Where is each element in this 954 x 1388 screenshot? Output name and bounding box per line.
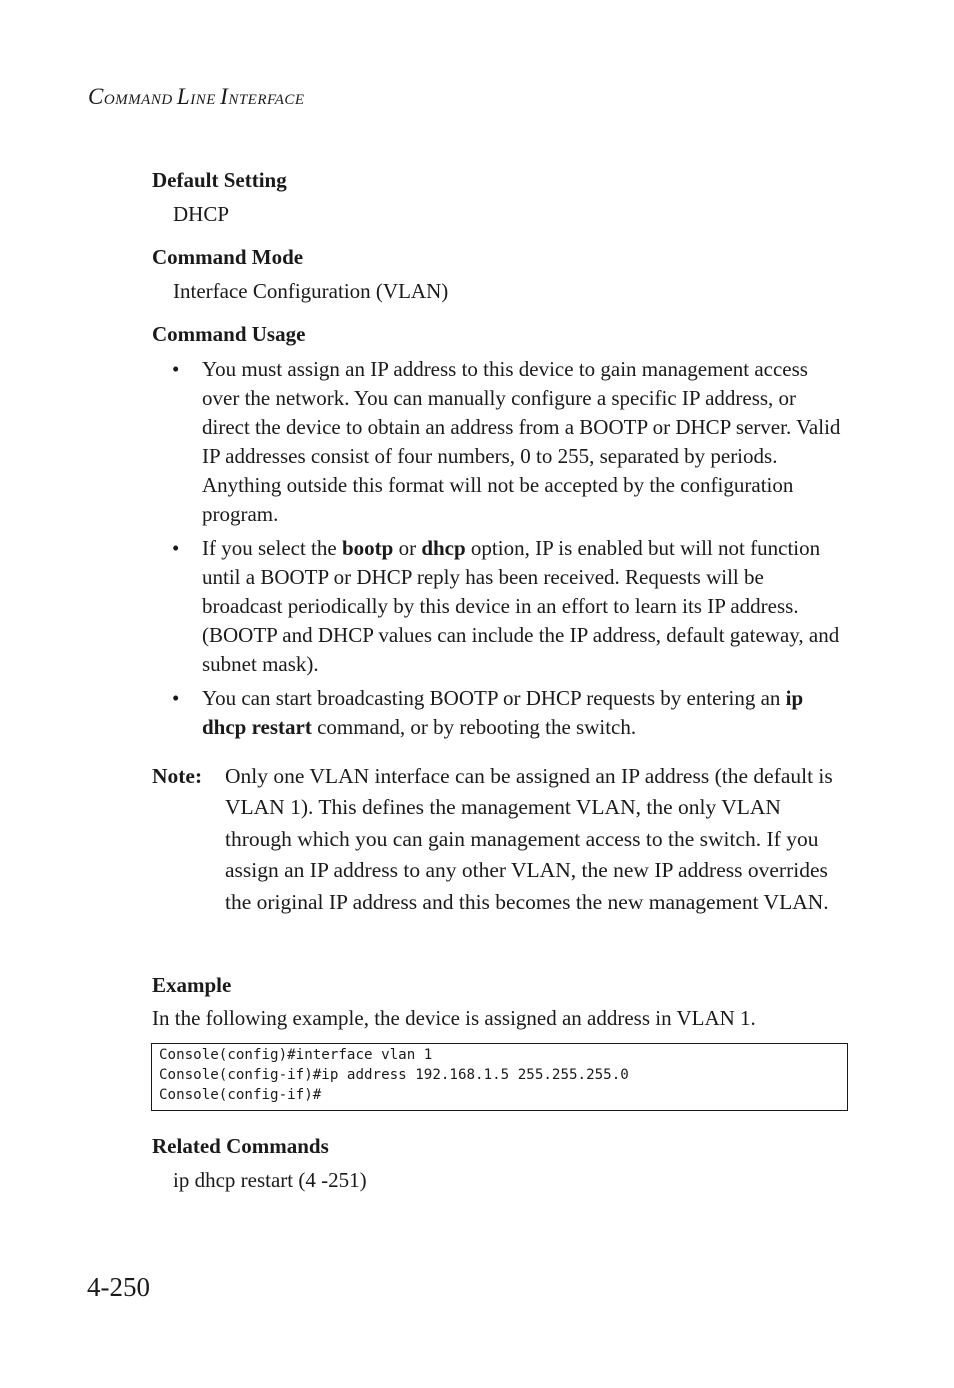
- command-mode-value: Interface Configuration (VLAN): [173, 279, 449, 303]
- bullet-text: option, IP is enabled but will not function until a BOOTP or DHCP reply has been received. Requests will be broadcast periodically by this device in an effort to learn its IP address. (BOOTP and DHCP values can include the IP address, default gateway, and subnet mask).: [202, 536, 840, 676]
- command-mode-heading: Command Mode: [152, 245, 304, 269]
- running-header-part: OMMAND: [103, 92, 177, 108]
- running-header-part: INE: [190, 92, 221, 108]
- bullet-text: If you select the: [202, 536, 342, 560]
- usage-bullet: [172, 684, 848, 742]
- running-header-part: L: [176, 84, 191, 109]
- code-line: Console(config)#interface vlan 1: [159, 1047, 433, 1063]
- note-label: Note:: [152, 764, 203, 788]
- code-block: [151, 1043, 848, 1111]
- usage-bullet: [172, 355, 848, 529]
- command-usage-list: [172, 355, 848, 747]
- default-setting-value: DHCP: [173, 202, 230, 226]
- related-commands-heading: Related Commands: [152, 1134, 329, 1158]
- bullet-marker: •: [172, 686, 180, 710]
- bullet-marker: •: [172, 536, 180, 560]
- note-text: Only one VLAN interface can be assigned an IP address (the default is VLAN 1). This defines the management VLAN, the only VLAN through which you can gain management access to the switch. If you assign an IP address to any other VLAN, the new IP address overrides the original IP address and this becomes the new management VLAN.: [225, 764, 833, 914]
- command-keyword: bootp: [341, 536, 394, 560]
- example-heading: Example: [152, 973, 232, 997]
- usage-bullet: [172, 534, 848, 679]
- bullet-text: You can start broadcasting BOOTP or DHCP requests by entering an: [202, 686, 786, 710]
- example-intro: In the following example, the device is assigned an address in VLAN 1.: [152, 1006, 756, 1030]
- bullet-marker: •: [172, 357, 180, 381]
- related-command-link[interactable]: ip dhcp restart (4 -251): [173, 1168, 367, 1192]
- code-line: Console(config-if)#ip address 192.168.1.5 255.255.255.0: [159, 1066, 629, 1083]
- bullet-text: command, or by rebooting the switch.: [311, 715, 637, 739]
- note: [152, 761, 852, 918]
- command-usage-heading: Command Usage: [152, 322, 306, 346]
- code-line: Console(config-if)#: [159, 1086, 322, 1103]
- running-header-part: I: [220, 84, 229, 109]
- page-number: 4-250: [87, 1272, 150, 1302]
- command-keyword: dhcp: [421, 536, 466, 560]
- running-header: [88, 84, 305, 110]
- bullet-text: or: [393, 536, 422, 560]
- running-header-part: NTERFACE: [228, 92, 305, 108]
- default-setting-heading: Default Setting: [152, 168, 287, 192]
- bullet-text: You must assign an IP address to this device to gain management access over the network. You can manually configure a specific IP address, or direct the device to obtain an address from a BOOTP or DHCP server. Valid IP addresses consist of four numbers, 0 to 255, separated by periods. Anything outside this format will not be accepted by the configuration program.: [202, 357, 841, 526]
- command-keyword: ip dhcp restart: [202, 686, 804, 739]
- running-header-part: C: [88, 84, 104, 109]
